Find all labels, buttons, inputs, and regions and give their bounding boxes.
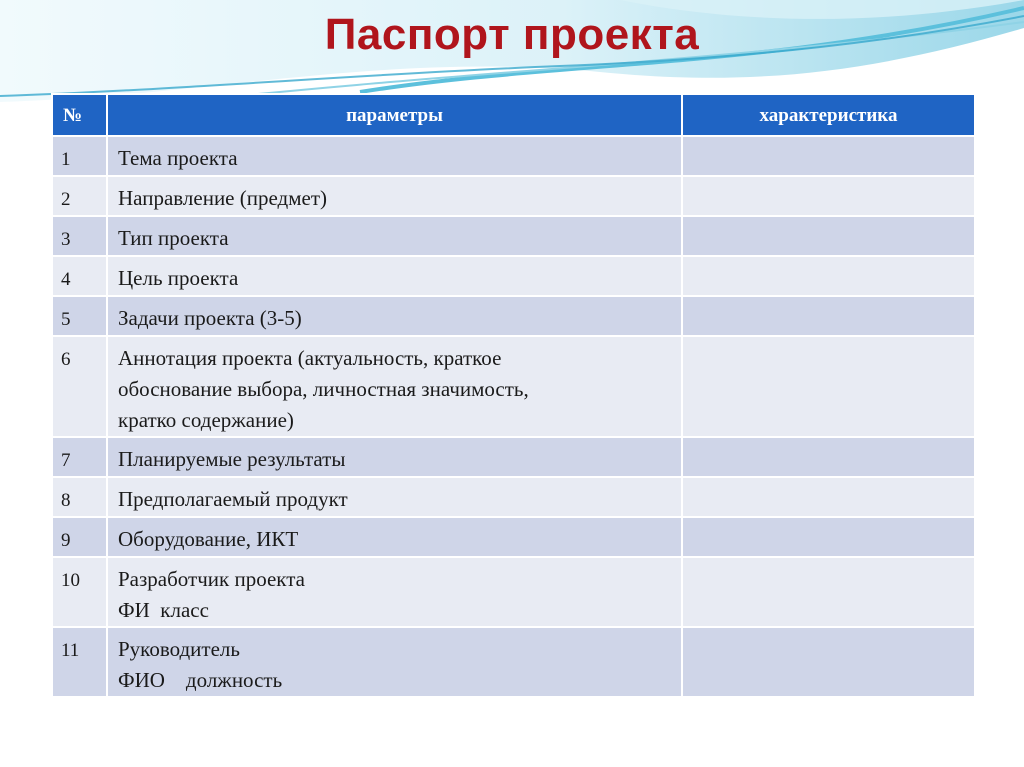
row-number: 10 xyxy=(52,557,107,627)
row-parameter xyxy=(107,557,682,627)
table-row xyxy=(52,437,975,477)
parameter-text-line: Руководитель xyxy=(118,637,240,661)
row-characteristic-cell[interactable] xyxy=(682,557,975,627)
parameter-text-line: Разработчик проекта xyxy=(118,567,305,591)
row-characteristic-cell[interactable] xyxy=(682,216,975,256)
row-characteristic-cell[interactable] xyxy=(682,136,975,176)
table-header-row xyxy=(52,94,975,136)
row-number: 7 xyxy=(52,437,107,477)
table-row xyxy=(52,216,975,256)
row-characteristic-cell[interactable] xyxy=(682,517,975,557)
row-number: 4 xyxy=(52,256,107,296)
parameter-text-line: Тип проекта xyxy=(118,226,229,250)
row-parameter xyxy=(107,517,682,557)
parameter-text-line: кратко содержание) xyxy=(118,408,294,432)
row-number: 5 xyxy=(52,296,107,336)
table-row xyxy=(52,557,975,627)
row-parameter xyxy=(107,477,682,517)
row-parameter xyxy=(107,176,682,216)
parameter-text-line: ФИ класс xyxy=(118,598,209,622)
table-row xyxy=(52,176,975,216)
row-characteristic-cell[interactable] xyxy=(682,437,975,477)
parameter-text-line: Оборудование, ИКТ xyxy=(118,527,299,551)
row-characteristic-cell[interactable] xyxy=(682,477,975,517)
row-parameter xyxy=(107,296,682,336)
table-row xyxy=(52,296,975,336)
row-characteristic-cell[interactable] xyxy=(682,256,975,296)
header-parameters: параметры xyxy=(107,94,682,136)
row-characteristic-cell[interactable] xyxy=(682,296,975,336)
parameter-text-line: Предполагаемый продукт xyxy=(118,487,348,511)
row-number: 1 xyxy=(52,136,107,176)
header-characteristics: характеристика xyxy=(682,94,975,136)
parameter-text-line: Тема проекта xyxy=(118,146,238,170)
row-parameter xyxy=(107,627,682,697)
row-number: 3 xyxy=(52,216,107,256)
table-row xyxy=(52,136,975,176)
parameter-text-line: Задачи проекта (3-5) xyxy=(118,306,302,330)
row-parameter xyxy=(107,336,682,437)
row-number: 11 xyxy=(52,627,107,697)
parameter-text-line: обоснование выбора, личностная значимость, xyxy=(118,377,529,401)
parameter-text-line: Направление (предмет) xyxy=(118,186,327,210)
slide-title: Паспорт проекта xyxy=(324,10,700,59)
table-row xyxy=(52,627,975,697)
row-parameter xyxy=(107,437,682,477)
table-row xyxy=(52,256,975,296)
row-characteristic-cell[interactable] xyxy=(682,176,975,216)
row-number: 6 xyxy=(52,336,107,437)
row-parameter xyxy=(107,256,682,296)
row-parameter xyxy=(107,216,682,256)
row-parameter xyxy=(107,136,682,176)
header-number: № xyxy=(52,94,107,136)
row-characteristic-cell[interactable] xyxy=(682,627,975,697)
table-row xyxy=(52,477,975,517)
parameter-text-line: Аннотация проекта (актуальность, краткое xyxy=(118,346,502,370)
project-passport-table xyxy=(51,93,976,698)
row-number: 8 xyxy=(52,477,107,517)
parameter-text-line: Цель проекта xyxy=(118,266,239,290)
row-number: 2 xyxy=(52,176,107,216)
table-row xyxy=(52,517,975,557)
table-row xyxy=(52,336,975,437)
parameter-text-line: ФИО должность xyxy=(118,668,283,692)
parameter-text-line: Планируемые результаты xyxy=(118,447,346,471)
row-number: 9 xyxy=(52,517,107,557)
row-characteristic-cell[interactable] xyxy=(682,336,975,437)
